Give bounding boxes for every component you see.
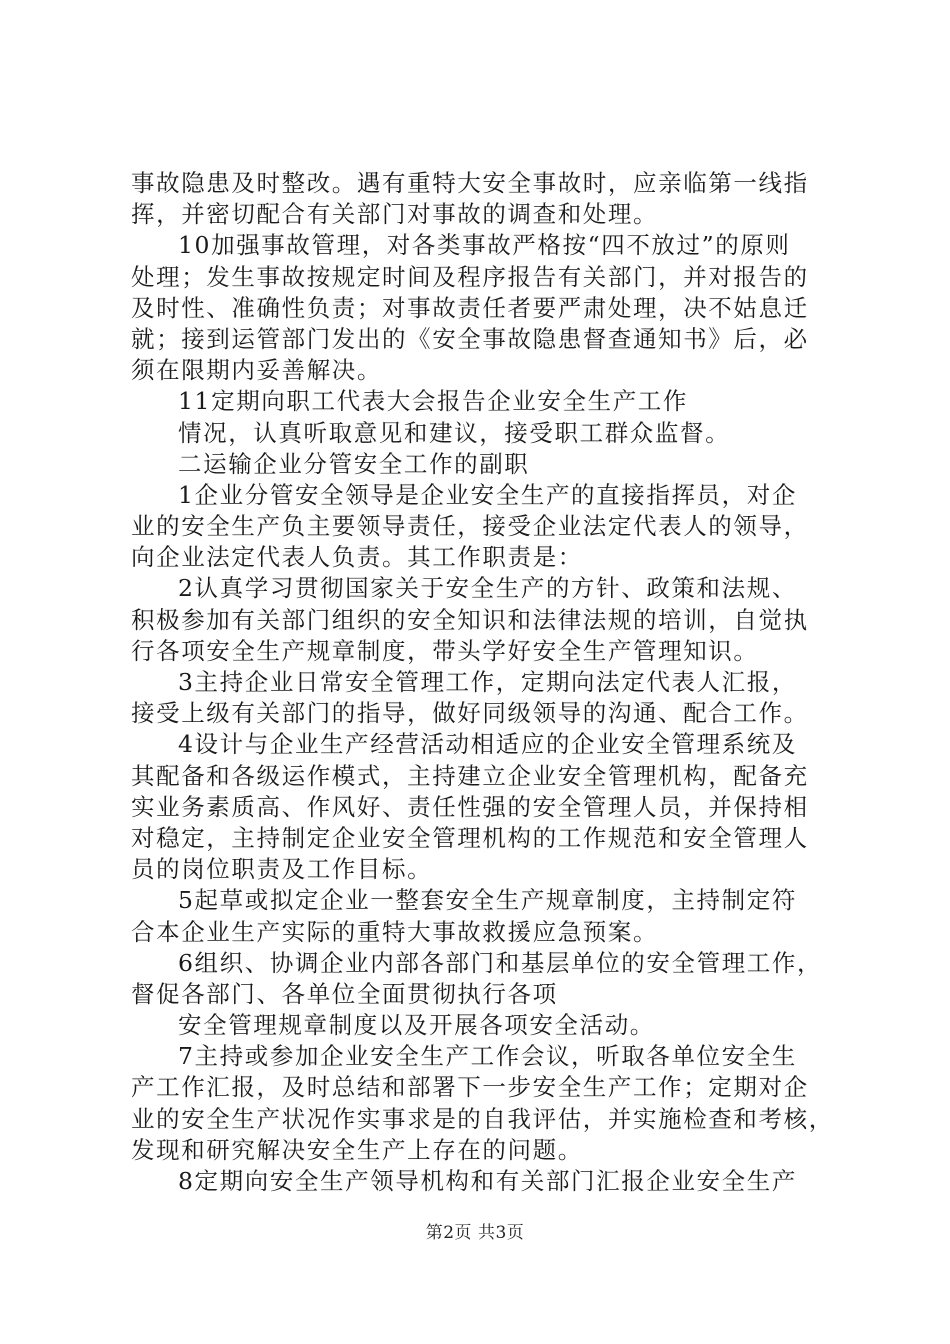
text-line: 4设计与企业生产经营活动相适应的企业安全管理系统及 (178, 730, 797, 759)
text-line: 行各项安全生产规章制度，带头学好安全生产管理知识。 (131, 636, 759, 665)
text-line: 1企业分管安全领导是企业安全生产的直接指挥员，对企 (178, 480, 797, 509)
text-line: 积极参加有关部门组织的安全知识和法律法规的培训，自觉执 (131, 605, 809, 634)
text-line: 3主持企业日常安全管理工作，定期向法定代表人汇报， (178, 668, 797, 696)
text-line: 合本企业生产实际的重特大事故救援应急预案。 (131, 917, 659, 946)
text-line: 对稳定，主持制定企业安全管理机构的工作规范和安全管理人 (131, 823, 809, 852)
document-body (0, 168, 950, 1197)
page-number-footer: 第2页 共3页 (425, 1223, 525, 1243)
text-line: 员的岗位职责及工作目标。 (131, 855, 433, 884)
text-line: 业的安全生产负主要领导责任，接受企业法定代表人的领导， (131, 512, 809, 541)
text-line: 处理；发生事故按规定时间及程序报告有关部门，并对报告的 (131, 262, 809, 291)
text-line: 2认真学习贯彻国家关于安全生产的方针、政策和法规、 (178, 574, 797, 603)
text-line: 6组织、协调企业内部各部门和基层单位的安全管理工作， (178, 948, 823, 977)
text-line: 情况，认真听取意见和建议，接受职工群众监督。 (178, 418, 731, 447)
text-line: 及时性、准确性负责；对事故责任者要严肃处理，决不姑息迁 (131, 293, 809, 322)
text-line: 发现和研究解决安全生产上存在的问题。 (131, 1135, 583, 1164)
text-line: 事故隐患及时整改。遇有重特大安全事故时，应亲临第一线指 (131, 169, 809, 197)
text-line: 接受上级有关部门的指导，做好同级领导的沟通、配合工作。 (131, 699, 809, 728)
text-line: 5起草或拟定企业一整套安全生产规章制度，主持制定符 (178, 886, 797, 915)
text-line: 挥，并密切配合有关部门对事故的调查和处理。 (131, 200, 659, 229)
text-line: 10加强事故管理，对各类事故严格按“四不放过”的原则 (178, 231, 791, 260)
text-line: 督促各部门、各单位全面贯彻执行各项 (131, 979, 558, 1008)
text-line: 业的安全生产状况作实事求是的自我评估，并实施检查和考核， (131, 1104, 834, 1133)
text-line: 安全管理规章制度以及开展各项安全活动。 (178, 1011, 655, 1040)
text-line: 8定期向安全生产领导机构和有关部门汇报企业安全生产 (178, 1167, 797, 1195)
text-line: 其配备和各级运作模式，主持建立企业安全管理机构，配备充 (131, 761, 809, 790)
text-line: 实业务素质高、作风好、责任性强的安全管理人员，并保持相 (131, 792, 809, 821)
text-line: 产工作汇报，及时总结和部署下一步安全生产工作；定期对企 (131, 1073, 809, 1102)
text-line: 向企业法定代表人负责。其工作职责是： (131, 543, 583, 572)
text-line: 11定期向职工代表大会报告企业安全生产工作 (178, 387, 689, 416)
text-line: 就；接到运管部门发出的《安全事故隐患督查通知书》后，必 (131, 324, 809, 353)
text-line: 7主持或参加企业安全生产工作会议，听取各单位安全生 (178, 1042, 797, 1071)
text-line: 二运输企业分管安全工作的副职 (178, 449, 530, 478)
text-line: 须在限期内妥善解决。 (131, 356, 382, 385)
